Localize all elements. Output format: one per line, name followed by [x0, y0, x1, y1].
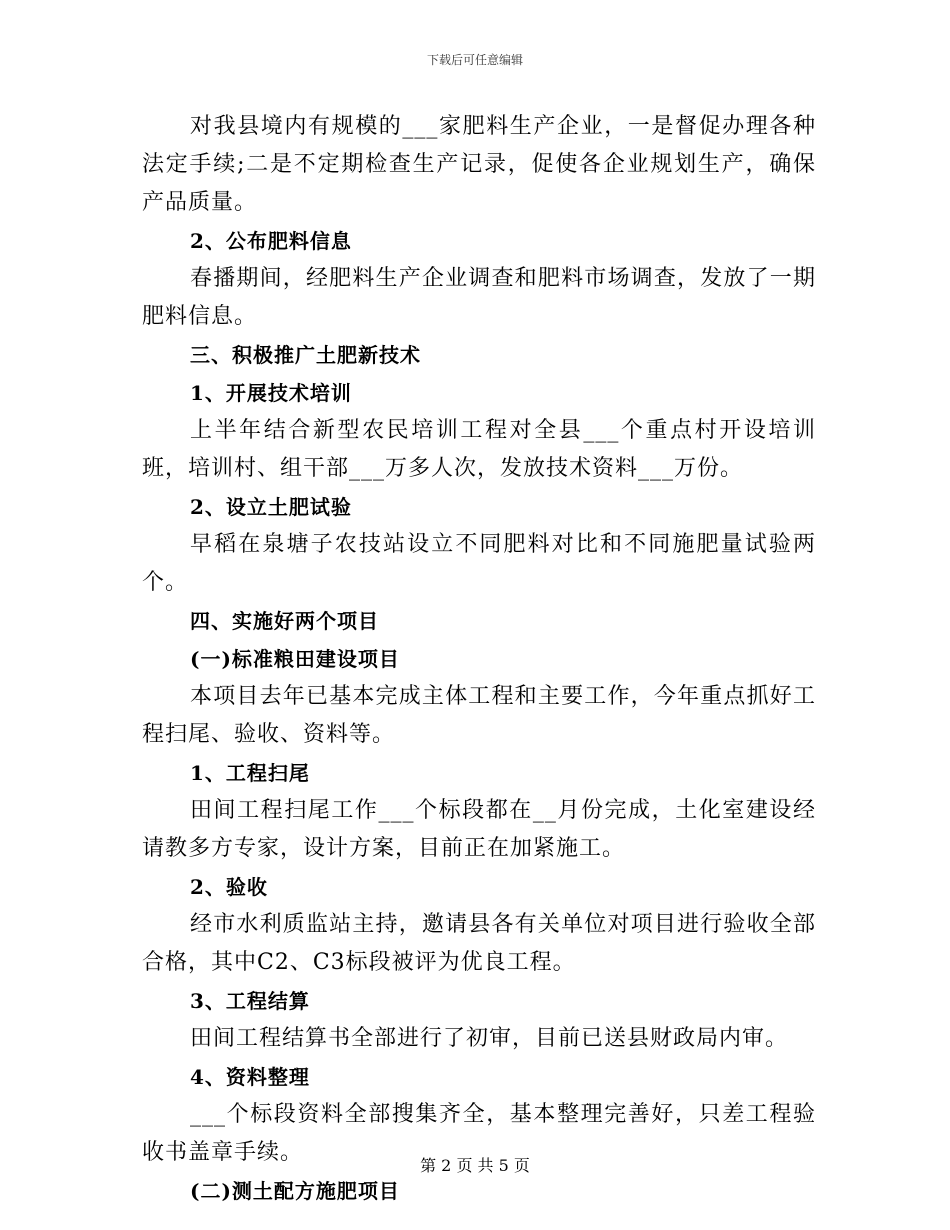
section-heading: (二)测土配方施肥项目 — [190, 1179, 400, 1203]
paragraph: ___个标段资料全部搜集齐全，基本整理完善好，只差工程验收书盖章手续。 — [142, 1102, 816, 1165]
section-heading: 1、开展技术培训 — [190, 381, 352, 405]
section-heading: 2、公布肥料信息 — [190, 229, 352, 253]
paragraph: 对我县境内有规模的___家肥料生产企业，一是督促办理各种法定手续;二是不定期检查生产记录，促使各企业规划生产，确保产品质量。 — [142, 114, 816, 215]
paragraph: 上半年结合新型农民培训工程对全县___个重点村开设培训班，培训村、组干部___万多人次，发放技术资料___万份。 — [142, 418, 816, 481]
paragraph: 田间工程扫尾工作___个标段都在__月份完成，土化室建设经请教多方专家，设计方案，目前正在加紧施工。 — [142, 798, 816, 861]
paragraph: 田间工程结算书全部进行了初审，目前已送县财政局内审。 — [190, 1026, 789, 1051]
paragraph: 本项目去年已基本完成主体工程和主要工作，今年重点抓好工程扫尾、验收、资料等。 — [142, 684, 816, 747]
section-heading: 1、工程扫尾 — [190, 761, 310, 785]
page-header: 下载后可任意编辑 — [426, 53, 523, 67]
document-body — [142, 108, 816, 1210]
section-heading: (一)标准粮田建设项目 — [190, 647, 400, 671]
section-heading: 4、资料整理 — [190, 1065, 310, 1089]
section-heading: 三、积极推广土肥新技术 — [190, 343, 421, 367]
section-heading: 四、实施好两个项目 — [190, 609, 379, 633]
paragraph: 早稻在泉塘子农技站设立不同肥料对比和不同施肥量试验两个。 — [142, 532, 816, 595]
page-number: 第 2 页 共 5 页 — [420, 1156, 530, 1175]
section-heading: 2、设立土肥试验 — [190, 495, 352, 519]
section-heading: 3、工程结算 — [190, 989, 310, 1013]
paragraph: 经市水利质监站主持，邀请县各有关单位对项目进行验收全部合格，其中C2、C3标段被评为优良工程。 — [142, 912, 816, 975]
paragraph: 春播期间，经肥料生产企业调查和肥料市场调查，发放了一期肥料信息。 — [142, 266, 816, 329]
section-heading: 2、验收 — [190, 875, 268, 899]
